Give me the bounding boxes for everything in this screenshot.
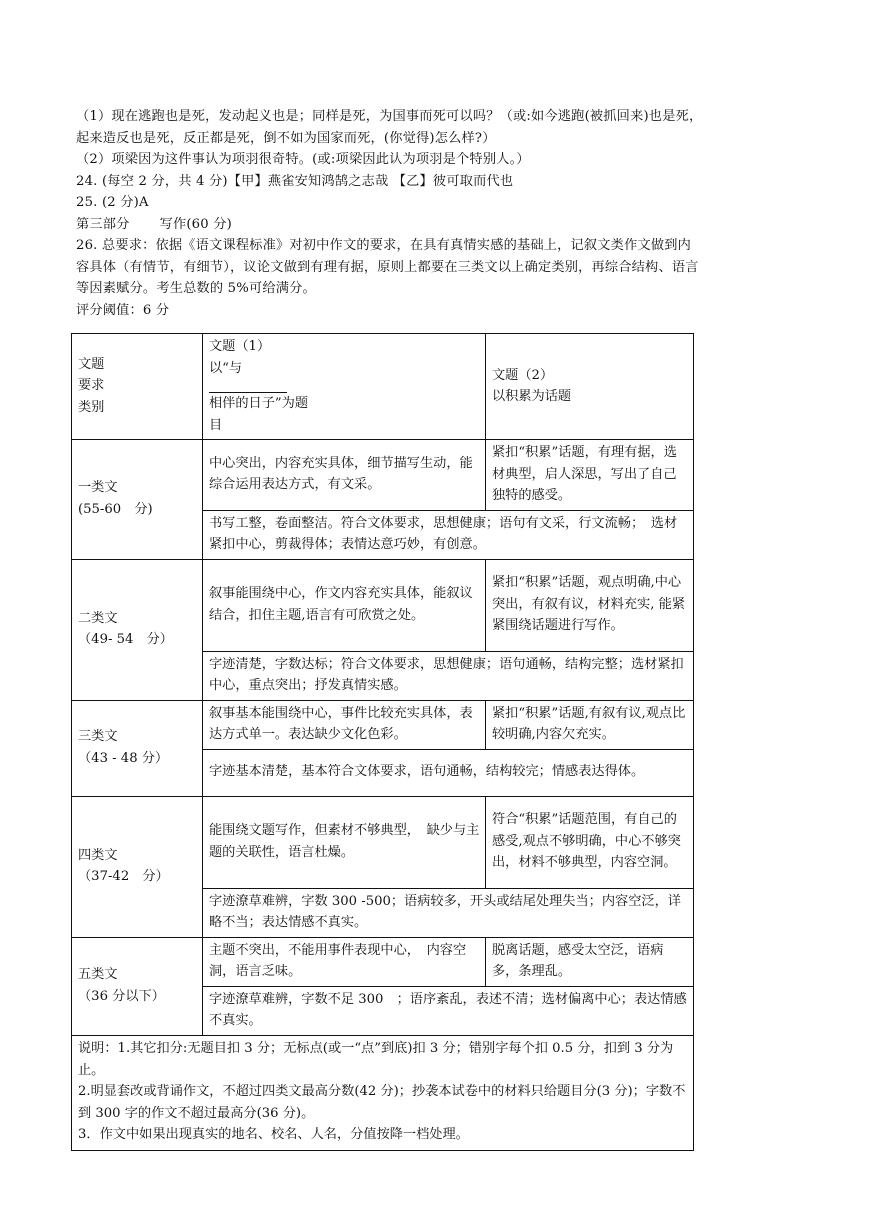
note-line: 3．作文中如果出现真实的地名、校名、人名，分值按降一档处理。 <box>78 1127 469 1143</box>
note-line: 2.明显套改或背诵作文，不超过四类文最高分数(42 分)；抄袭本试卷中的材料只给题目分(3 分)；字数不到 300 字的作文不超过最高分(36 分)。 <box>78 1084 686 1121</box>
fill-in-blank <box>209 379 287 393</box>
note-line: 说明：1.其它扣分:无题目扣 3 分；无标点(或一“点”到底)扣 3 分；错别字每个扣 0.5 分，扣到 3 分为止。 <box>78 1041 674 1078</box>
topic1-prefix: 以“与 <box>209 360 243 376</box>
topic2-criteria: 紧扣“积累”话题,有叙有议,观点比较明确,内容欠充实。 <box>486 700 694 749</box>
answer-line: （1）现在逃跑也是死，发动起义也是；同样是死，为国事而死可以吗？（或:如今逃跑(被抓回来)也是死， <box>76 109 703 124</box>
header-topic2-cell: 文题（2） 以积累为话题 <box>486 334 694 440</box>
common-criteria: 字迹潦草难辨，字数不足 300 ；语序紊乱，表述不清；选材偏离中心；表达情感不真实。 <box>203 986 694 1035</box>
grade-label-cell: 三类文 （43 - 48 分） <box>72 700 203 796</box>
topic1-criteria: 叙事能围绕中心，作文内容充实具体，能叙议结合，扣住主题,语言有可欣赏之处。 <box>203 559 486 651</box>
topic2-criteria: 脱离话题，感受太空泛，语病多，条理乱。 <box>486 937 694 986</box>
topic1-criteria: 能围绕文题写作，但素材不够典型， 缺少与主题的关联性，语言杜燥。 <box>203 796 486 888</box>
grade-row-2 <box>72 559 694 651</box>
header-topic1-cell: 文题（1） 以“与 相伴的日子”为题 目 <box>203 334 486 440</box>
common-criteria: 字迹潦草难辨，字数 300 -500；语病较多，开头或结尾处理失当；内容空泛，详略不当；表达情感不真实。 <box>203 888 694 937</box>
answer-line: （2）项梁因为这件事认为项羽很奇特。(或:项梁因此认为项羽是个特别人。） <box>76 152 530 167</box>
requirement-line: 容具体（有情节，有细节），议论文做到有理有据，原则上都要在三类文以上确定类别，再综合结构、语言 <box>76 259 699 275</box>
answer-text <box>76 106 796 321</box>
grade-row-4 <box>72 796 694 888</box>
topic1-criteria: 中心突出，内容充实具体，细节描写生动，能综合运用表达方式，有文采。 <box>203 440 486 511</box>
topic2-criteria: 符合“积累”话题范围，有自己的感受,观点不够明确，中心不够突出，材料不够典型，内容空洞。 <box>486 796 694 888</box>
requirement-line: 26. 总要求：依据《语文课程标准》对初中作文的要求，在具有真情实感的基础上，记叙文类作文做到内 <box>76 238 692 253</box>
notes-row <box>72 1035 694 1150</box>
threshold-line: 评分阈值：6 分 <box>76 302 170 318</box>
topic2-criteria: 紧扣“积累”话题，有理有据，选材典型，启人深思，写出了自己独特的感受。 <box>486 440 694 511</box>
grade-row-3 <box>72 700 694 749</box>
answer-line: 起来造反也是死，反正都是死，倒不如为国家而死，(你觉得)怎么样?） <box>76 130 496 146</box>
header-category-cell: 文题 要求 类别 <box>72 334 203 440</box>
section-title: 写作(60 分) <box>159 216 232 232</box>
answer-line: 24. (每空 2 分，共 4 分)【甲】燕雀安知鸿鹄之志哉 【乙】彼可取而代也 <box>76 173 514 189</box>
common-criteria: 书写工整，卷面整洁。符合文体要求，思想健康；语句有文采，行文流畅； 选材紧扣中心，剪裁得体；表情达意巧妙，有创意。 <box>203 510 694 559</box>
common-criteria: 字迹基本清楚，基本符合文体要求，语句通畅，结构较完；情感表达得体。 <box>203 749 694 796</box>
answer-line: 25. (2 分)A <box>76 195 149 210</box>
section-label: 第三部分 <box>76 216 130 232</box>
grade-row-5 <box>72 937 694 986</box>
common-criteria: 字迹清楚，字数达标；符合文体要求，思想健康；语句通畅，结构完整；选材紧扣中心，重点突出；抒发真情实感。 <box>203 651 694 700</box>
grade-label-cell: 二类文 （49- 54 分） <box>72 559 203 700</box>
topic1-suffix: 相伴的日子”为题 <box>209 396 309 411</box>
section-heading <box>76 214 796 236</box>
grade-label-cell: 一类文 (55-60 分) <box>72 440 203 560</box>
topic1-criteria: 叙事基本能围绕中心，事件比较充实具体，表达方式单一。表达缺少文化色彩。 <box>203 700 486 749</box>
notes-cell <box>72 1035 694 1150</box>
table-header-row <box>72 334 694 440</box>
grade-label-cell: 四类文 （37-42 分） <box>72 796 203 937</box>
topic1-criteria: 主题不突出，不能用事件表现中心， 内容空洞，语言乏味。 <box>203 937 486 986</box>
grade-label-cell: 五类文 （36 分以下） <box>72 937 203 1035</box>
grading-table <box>71 333 694 1151</box>
topic2-criteria: 紧扣“积累”话题，观点明确,中心突出，有叙有议，材料充实, 能紧紧围绕话题进行写作。 <box>486 559 694 651</box>
requirement-line: 等因素赋分。考生总数的 5%可给满分。 <box>76 281 316 296</box>
grade-row-1 <box>72 440 694 511</box>
